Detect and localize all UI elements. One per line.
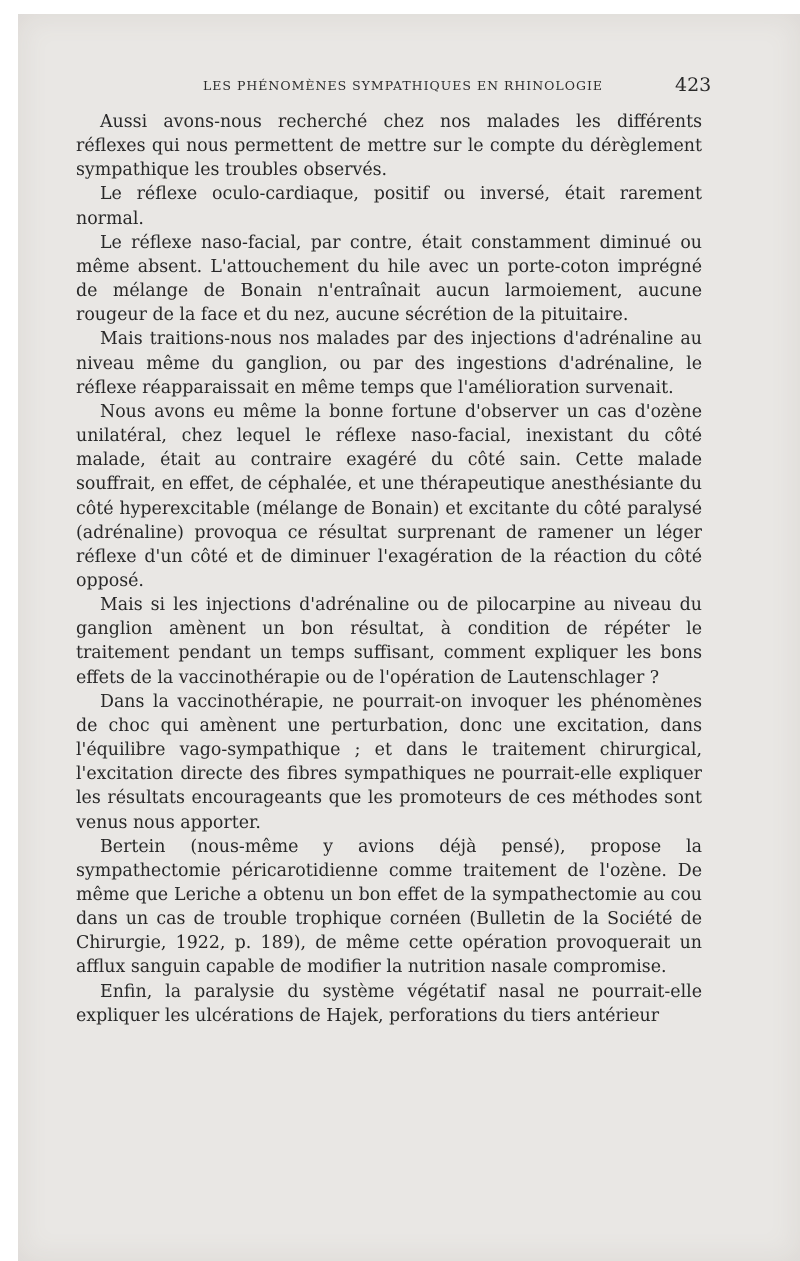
paragraph-6: Mais si les injections d'adrénaline ou de pilocarpine au niveau du ganglion amènent un bon résultat, à condition de répéter le traitement pendant un temps suffisant, comment expliquer les bons effets de la vaccinothérapie ou de l'opération de Lautenschlager ? [76, 595, 702, 688]
paragraph-5: Nous avons eu même la bonne fortune d'observer un cas d'ozène unilatéral, chez lequel le réflexe naso-facial, inexistant du côté malade, était au contraire exagéré du côté sain. Cette malade souffrait, en effet, de céphalée, et une thérapeutique anesthésiante du côté hyperexcitable (mélange de Bonain) et excitante du côté paralysé (adrénaline) provoqua ce résultat surprenant de ramener un léger réflexe d'un côté et de diminuer l'exagération de la réaction du côté opposé. [76, 401, 702, 591]
paragraph-2: Le réflexe oculo-cardiaque, positif ou inversé, était rarement normal. [76, 184, 702, 229]
paragraph-1: Aussi avons-nous recherché chez nos malades les différents réflexes qui nous permettent de mettre sur le compte du dérèglement sympathique les troubles observés. [76, 112, 702, 181]
page-number: 423 [675, 74, 712, 96]
running-title: LES PHÉNOMÈNES SYMPATHIQUES EN RHINOLOGIE [203, 78, 604, 93]
paragraph-7: Dans la vaccinothérapie, ne pourrait-on invoquer les phénomènes de choc qui amènent une perturbation, donc une excitation, dans l'équilibre vago-sympathique ; et dans le traitement chirurgical, l'excitation directe des fibres sympathiques ne pourrait-elle expliquer les résultats encourageants que les promoteurs de ces méthodes sont venus nous apporter. [76, 691, 702, 833]
body-text [76, 110, 702, 1028]
paragraph-9: Enfin, la paralysie du système végétatif nasal ne pourrait-elle expliquer les ulcérations de Hajek, perforations du tiers antérieur [76, 981, 702, 1026]
paragraph-8: Bertein (nous-même y avions déjà pensé), propose la sympathectomie péricarotidienne comme traitement de l'ozène. De même que Leriche a obtenu un bon effet de la sympathectomie au cou dans un cas de trouble trophique cornéen (Bulletin de la Société de Chirurgie, 1922, p. 189), de même cette opération provoquerait un afflux sanguin capable de modifier la nutrition nasale compromise. [76, 836, 702, 978]
paragraph-4: Mais traitions-nous nos malades par des injections d'adrénaline au niveau même du ganglion, ou par des ingestions d'adrénaline, le réflexe réapparaissait en même temps que l'amélioration survenait. [76, 329, 702, 398]
paragraph-3: Le réflexe naso-facial, par contre, était constamment diminué ou même absent. L'attouchement du hile avec un porte-coton imprégné de mélange de Bonain n'entraînait aucun larmoiement, aucune rougeur de la face et du nez, aucune sécrétion de la pituitaire. [76, 232, 702, 326]
page-header [0, 74, 800, 98]
